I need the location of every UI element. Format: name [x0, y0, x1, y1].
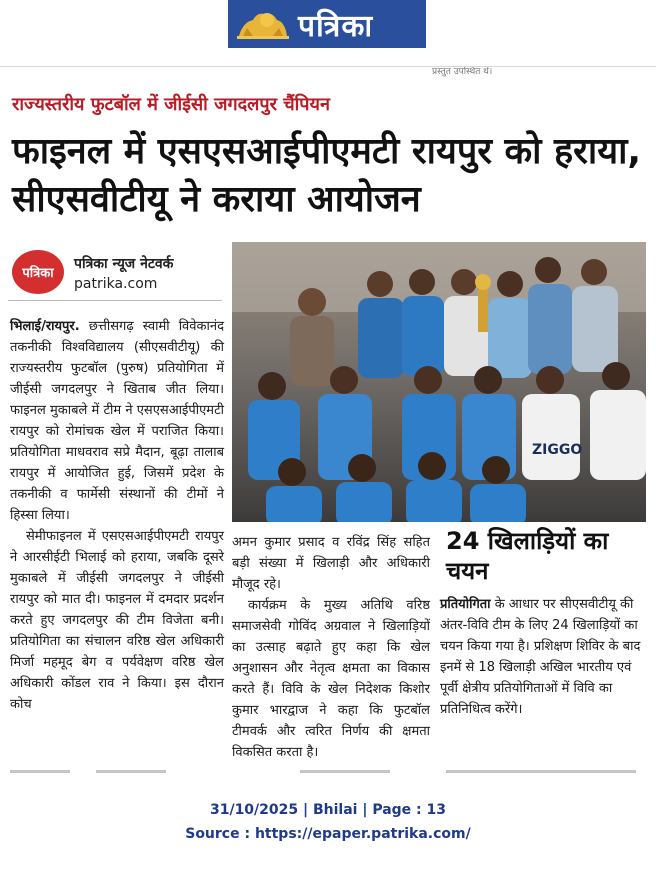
divider	[96, 770, 166, 773]
masthead	[228, 0, 426, 48]
top-fragment: प्रस्तुत उपस्थित थे।	[432, 67, 493, 77]
source-name: पत्रिका न्यूज नेटवर्क	[74, 256, 174, 272]
divider	[10, 770, 70, 773]
divider	[300, 770, 390, 773]
source-block	[8, 246, 230, 300]
article-headline: फाइनल में एसएसआईपीएमटी रायपुर को हराया, सीएसवीटीयू ने कराया आयोजन	[12, 131, 642, 220]
masthead-brand: पत्रिका	[298, 8, 374, 44]
paragraph: सेमीफाइनल में एसएसआईपीएमटी रायपुर ने आरसीईटी भिलाई को हराया, जबकि दूसरे मुकाबले में जीईसी जगदलपुर ने जीईसी रायपुर को मात दी। फाइनल में दमदार प्रदर्शन करते हुए जगदलपुर की टीम विजेता बनी। प्रतियोगिता का संचालन वरिष्ठ खेल अधिकारी मिर्जा महमूद बेग व पर्यवेक्षण वरिष्ठ खेल अधिकारी कोंडल राव ने किया। इस दौरान कोच	[10, 529, 224, 712]
divider	[446, 770, 636, 773]
paragraph-text: के आधार पर सीएसवीटीयू की अंतर-विवि टीम के लिए 24 खिलाड़ियों का चयन किया गया है। प्रशिक्षण शिविर के बाद इनमें से 18 खिलाड़ी अखिल भारतीय एवं पूर्वी क्षेत्रीय प्रतियोगिताओं में विवि का प्रतिनिधित्व करेंगे।	[440, 597, 641, 717]
source-divider	[8, 300, 222, 301]
top-divider	[0, 66, 656, 67]
article-column-middle	[232, 532, 430, 763]
footer-source-link[interactable]: Source : https://epaper.patrika.com/	[185, 826, 471, 842]
paragraph: कार्यक्रम के मुख्य अतिथि वरिष्ठ समाजसेवी गोविंद अग्रवाल ने खिलाड़ियों का उत्साह बढ़ाते हुए कहा कि खेल अनुशासन और नेतृत्व क्षमता का विकास करते हैं। विवि के खेल निदेशक किशोर कुमार भारद्वाज ने कहा कि फुटबॉल टीमवर्क और त्वरित निर्णय की क्षमता विकसित करता है।	[232, 598, 430, 760]
paragraph	[10, 316, 224, 526]
jersey-sponsor: ZIGGO	[532, 442, 583, 458]
paragraph-text: छत्तीसगढ़ स्वामी विवेकानंद तकनीकी विश्वविद्यालय (सीएसवीटीयू) की राज्यस्तरीय फुटबॉल (पुरुष) प्रतियोगिता में जीईसी जगदलपुर ने खिताब जीत लिया। फाइनल मुकाबले में टीम ने एसएसआईपीएमटी रायपुर को रोमांचक खेल में पराजित किया। प्रतियोगिता माधवराव सप्रे मैदान, बूढ़ा तालाब रायपुर में आयोजित हुई, जिसमें प्रदेश के तकनीकी व फार्मेसी संस्थानों की टीमों ने हिस्सा लिया।	[10, 319, 224, 523]
article-kicker: राज्यस्तरीय फुटबॉल में जीईसी जगदलपुर चैंपियन	[12, 94, 330, 115]
paragraph: अमन कुमार प्रसाद व रविंद्र सिंह सहित बड़ी संख्या में खिलाड़ी और अधिकारी मौजूद रहे।	[232, 535, 430, 592]
patrika-logo: पत्रिका	[12, 250, 64, 294]
paragraph	[440, 594, 645, 720]
dateline: भिलाई/रायपुर.	[10, 319, 80, 334]
lead-word: प्रतियोगिता	[440, 597, 491, 612]
footer-date: 31/10/2025 | Bhilai | Page : 13	[209, 802, 447, 818]
source-website: patrika.com	[74, 276, 158, 292]
team-photo	[232, 242, 646, 522]
article-column-right	[440, 594, 645, 720]
article-column-left	[10, 316, 224, 715]
sub-headline: 24 खिलाड़ियों का चयन	[446, 527, 609, 585]
cut-off-strip	[0, 764, 656, 780]
lion-emblem-icon	[228, 0, 298, 48]
footer	[0, 798, 656, 846]
